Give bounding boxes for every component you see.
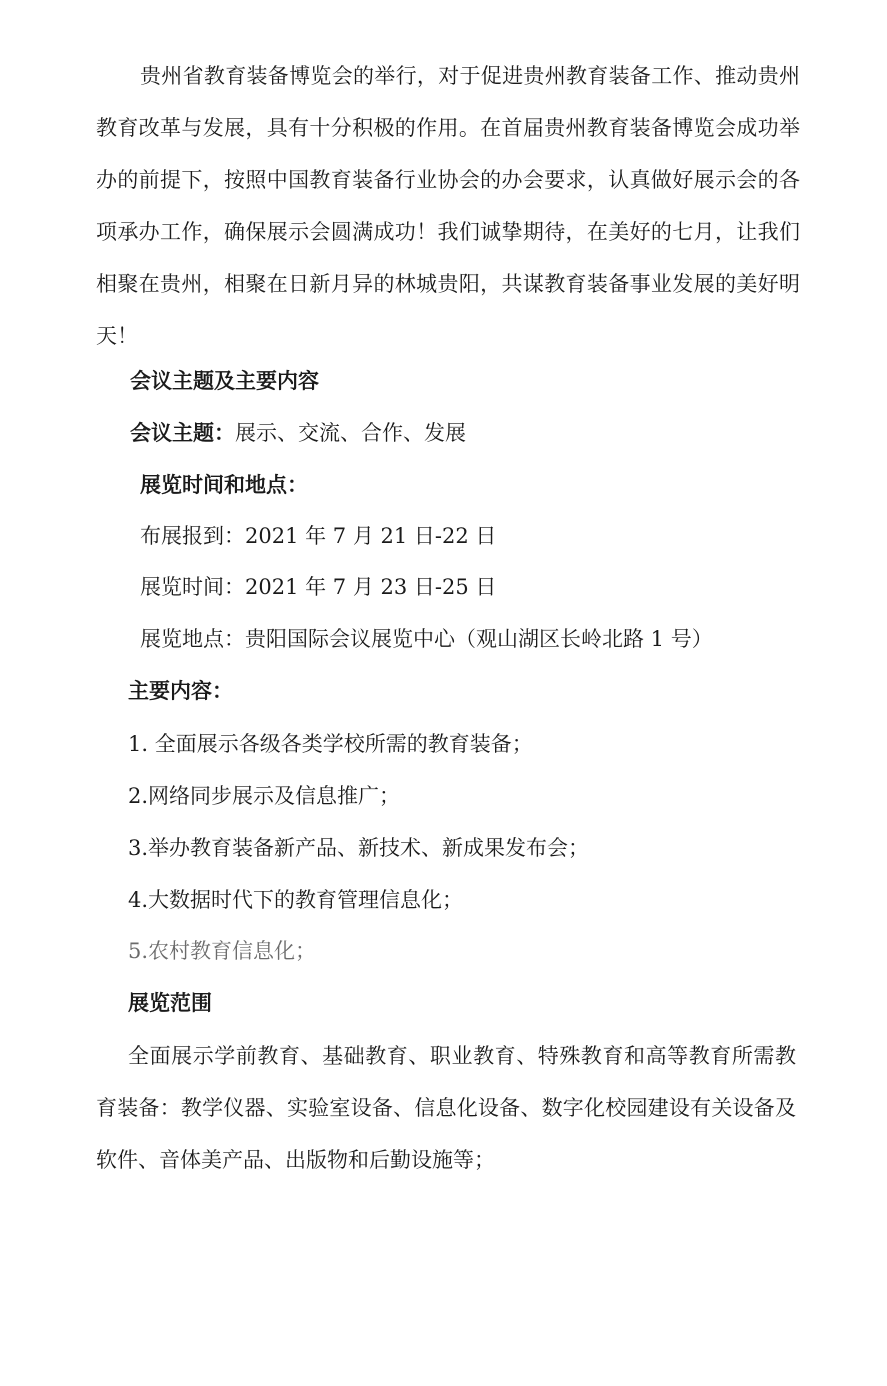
- intro-paragraph: 贵州省教育装备博览会的举行，对于促进贵州教育装备工作、推动贵州教育改革与发展，具有十分积极的作用。在首届贵州教育装备博览会成功举办的前提下，按照中国教育装备行业协会的办会要求，认真做好展示会的各项承办工作，确保展示会圆满成功！我们诚挚期待，在美好的七月，让我们相聚在贵州，相聚在日新月异的林城贵阳，共谋教育装备事业发展的美好明天！: [96, 64, 800, 348]
- theme-value: 展示、交流、合作、发展: [235, 421, 466, 445]
- theme-line: [130, 418, 466, 448]
- theme-section-heading: 会议主题及主要内容: [130, 368, 319, 393]
- exhibition-venue: 展览地点：贵阳国际会议展览中心（观山湖区长岭北路 1 号）: [140, 627, 713, 651]
- main-content-heading: 主要内容：: [128, 678, 233, 703]
- content-item-1: 1. 全面展示各级各类学校所需的教育装备；: [128, 732, 533, 756]
- content-item-3: 3.举办教育装备新产品、新技术、新成果发布会；: [128, 836, 590, 860]
- content-item-5: 5.农村教育信息化；: [128, 939, 317, 963]
- content-item-4: 4.大数据时代下的教育管理信息化；: [128, 888, 464, 912]
- scope-paragraph: 全面展示学前教育、基础教育、职业教育、特殊教育和高等教育所需教育装备：教学仪器、实验室设备、信息化设备、数字化校园建设有关设备及软件、音体美产品、出版物和后勤设施等；: [96, 1044, 796, 1172]
- content-item-2: 2.网络同步展示及信息推广；: [128, 784, 401, 808]
- scope-heading: 展览范围: [128, 990, 212, 1015]
- exhibition-dates: 展览时间：2021 年 7 月 23 日-25 日: [140, 575, 497, 599]
- setup-dates: 布展报到：2021 年 7 月 21 日-22 日: [140, 524, 497, 548]
- theme-label: 会议主题：: [130, 420, 235, 445]
- schedule-heading: 展览时间和地点：: [140, 472, 308, 497]
